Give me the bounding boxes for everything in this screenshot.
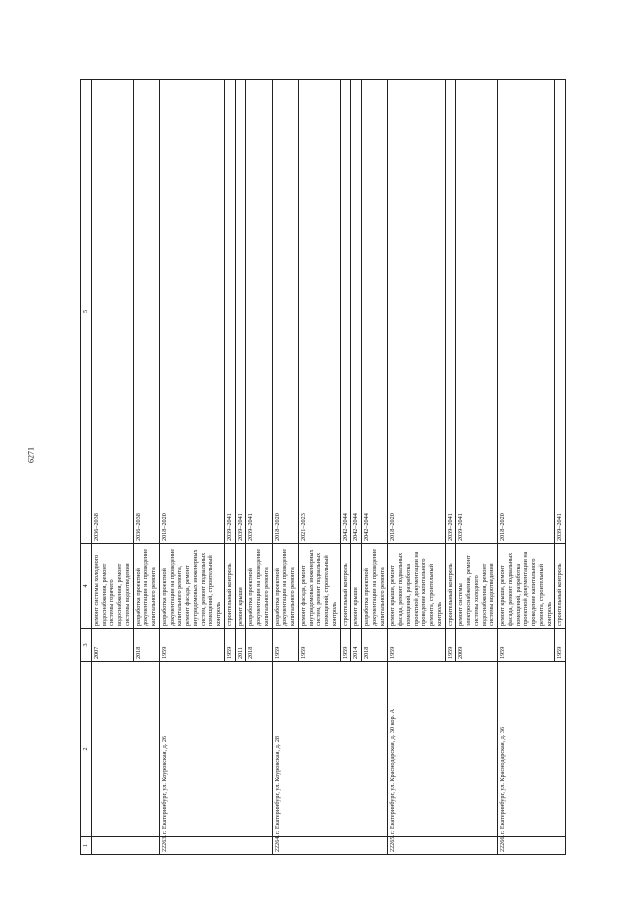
work-cell: строительный контроль <box>555 544 566 629</box>
period-cell: 2039–2041 <box>445 80 456 544</box>
page-number: 6271 <box>26 447 36 463</box>
period-cell: 2042–2044 <box>351 80 362 544</box>
period-cell: 2039–2041 <box>555 80 566 544</box>
year-cell: 2018 <box>133 629 159 662</box>
period-cell: 2042–2044 <box>340 80 351 544</box>
work-cell: ремонт крыши <box>351 544 362 629</box>
work-cell: разработка проектной документации на проведение капитального ремонта <box>272 544 298 629</box>
row-number: 22263. <box>159 837 272 855</box>
row-number: 22265. <box>388 837 498 855</box>
table-body <box>91 80 565 855</box>
year-cell: 1959 <box>298 629 340 662</box>
row-number: 22266. <box>498 837 566 855</box>
period-cell: 2039–2041 <box>246 80 272 544</box>
address-cell: г. Екатеринбург, ул. Коуровская, д. 28 <box>272 662 388 837</box>
work-cell: ремонт системы холодного водоснабжения, ремонт системы горячего водоснабжения, ремонт системы водоотведения <box>91 544 133 629</box>
header-cell-4: 4 <box>81 544 92 629</box>
year-cell: 2018 <box>362 629 388 662</box>
header-cell-1: 1 <box>81 837 92 855</box>
period-cell: 2042–2044 <box>362 80 388 544</box>
work-cell: разработка проектной документации на проведение капитального ремонта <box>246 544 272 629</box>
work-cell: строительный контроль <box>224 544 235 629</box>
period-cell: 2039–2041 <box>456 80 498 544</box>
period-cell: 2018–2020 <box>498 80 555 544</box>
year-cell: 1959 <box>555 629 566 662</box>
period-cell: 2036–2038 <box>133 80 159 544</box>
work-cell: ремонт системы электроснабжения, ремонт системы холодного водоснабжения, ремонт системы водоотведения <box>456 544 498 629</box>
period-cell: 2018–2020 <box>272 80 298 544</box>
rotated-table-wrapper <box>80 80 610 855</box>
address-cell <box>91 662 159 837</box>
year-cell: 2011 <box>235 629 246 662</box>
work-cell: ремонт крыши, ремонт фасада, ремонт подвальных помещений, разработка проектной документации на проведение капитального ремонта, строительный контроль <box>498 544 555 629</box>
table-row <box>91 80 133 855</box>
work-cell: разработка проектной документации на проведение капитального ремонта, ремонт фасада, ремонт внутридомовых инженерных систем, ремонт подвальных помещений, строительный контроль <box>159 544 224 629</box>
header-cell-3: 3 <box>81 629 92 662</box>
table-frame <box>80 80 610 855</box>
address-cell: г. Екатеринбург, ул. Краснодарская, д. 36 <box>498 662 566 837</box>
table-row <box>272 80 298 855</box>
period-cell: 2018–2020 <box>388 80 445 544</box>
period-cell: 2018–2020 <box>159 80 224 544</box>
work-cell: строительный контроль <box>445 544 456 629</box>
period-cell: 2039–2041 <box>224 80 235 544</box>
work-cell: ремонт крыши <box>235 544 246 629</box>
year-cell: 1959 <box>159 629 224 662</box>
work-cell: строительный контроль <box>340 544 351 629</box>
header-row <box>81 80 92 855</box>
row-number: 22264. <box>272 837 388 855</box>
row-number <box>91 837 159 855</box>
year-cell: 1959 <box>445 629 456 662</box>
year-cell: 1959 <box>272 629 298 662</box>
address-cell: г. Екатеринбург, ул. Краснодарская, д. 30 кор. А <box>388 662 498 837</box>
year-cell: 1959 <box>340 629 351 662</box>
year-cell: 1959 <box>224 629 235 662</box>
year-cell: 2018 <box>246 629 272 662</box>
header-cell-2: 2 <box>81 662 92 837</box>
work-cell: ремонт крыши, ремонт фасада, ремонт подвальных помещений, разработка проектной документации на проведение капитального ремонта, строительный контроль <box>388 544 445 629</box>
work-cell: разработка проектной документации на проведение капитального ремонта <box>133 544 159 629</box>
year-cell: 2009 <box>456 629 498 662</box>
year-cell: 2007 <box>91 629 133 662</box>
year-cell: 1959 <box>388 629 445 662</box>
year-cell: 1959 <box>498 629 555 662</box>
table-row <box>388 80 445 855</box>
period-cell: 2039–2041 <box>235 80 246 544</box>
year-cell: 2014 <box>351 629 362 662</box>
period-cell: 2021–2023 <box>298 80 340 544</box>
period-cell: 2036–2038 <box>91 80 133 544</box>
work-cell: ремонт фасада, ремонт внутридомовых инженерных систем, ремонт подвальных помещений, строительный контроль <box>298 544 340 629</box>
work-cell: разработка проектной документации на проведение капитального ремонта <box>362 544 388 629</box>
address-cell: г. Екатеринбург, ул. Коуровская, д. 26 <box>159 662 272 837</box>
repair-schedule-table <box>80 79 566 855</box>
table-row <box>498 80 555 855</box>
table-row <box>159 80 224 855</box>
header-cell-5: 5 <box>81 80 92 544</box>
